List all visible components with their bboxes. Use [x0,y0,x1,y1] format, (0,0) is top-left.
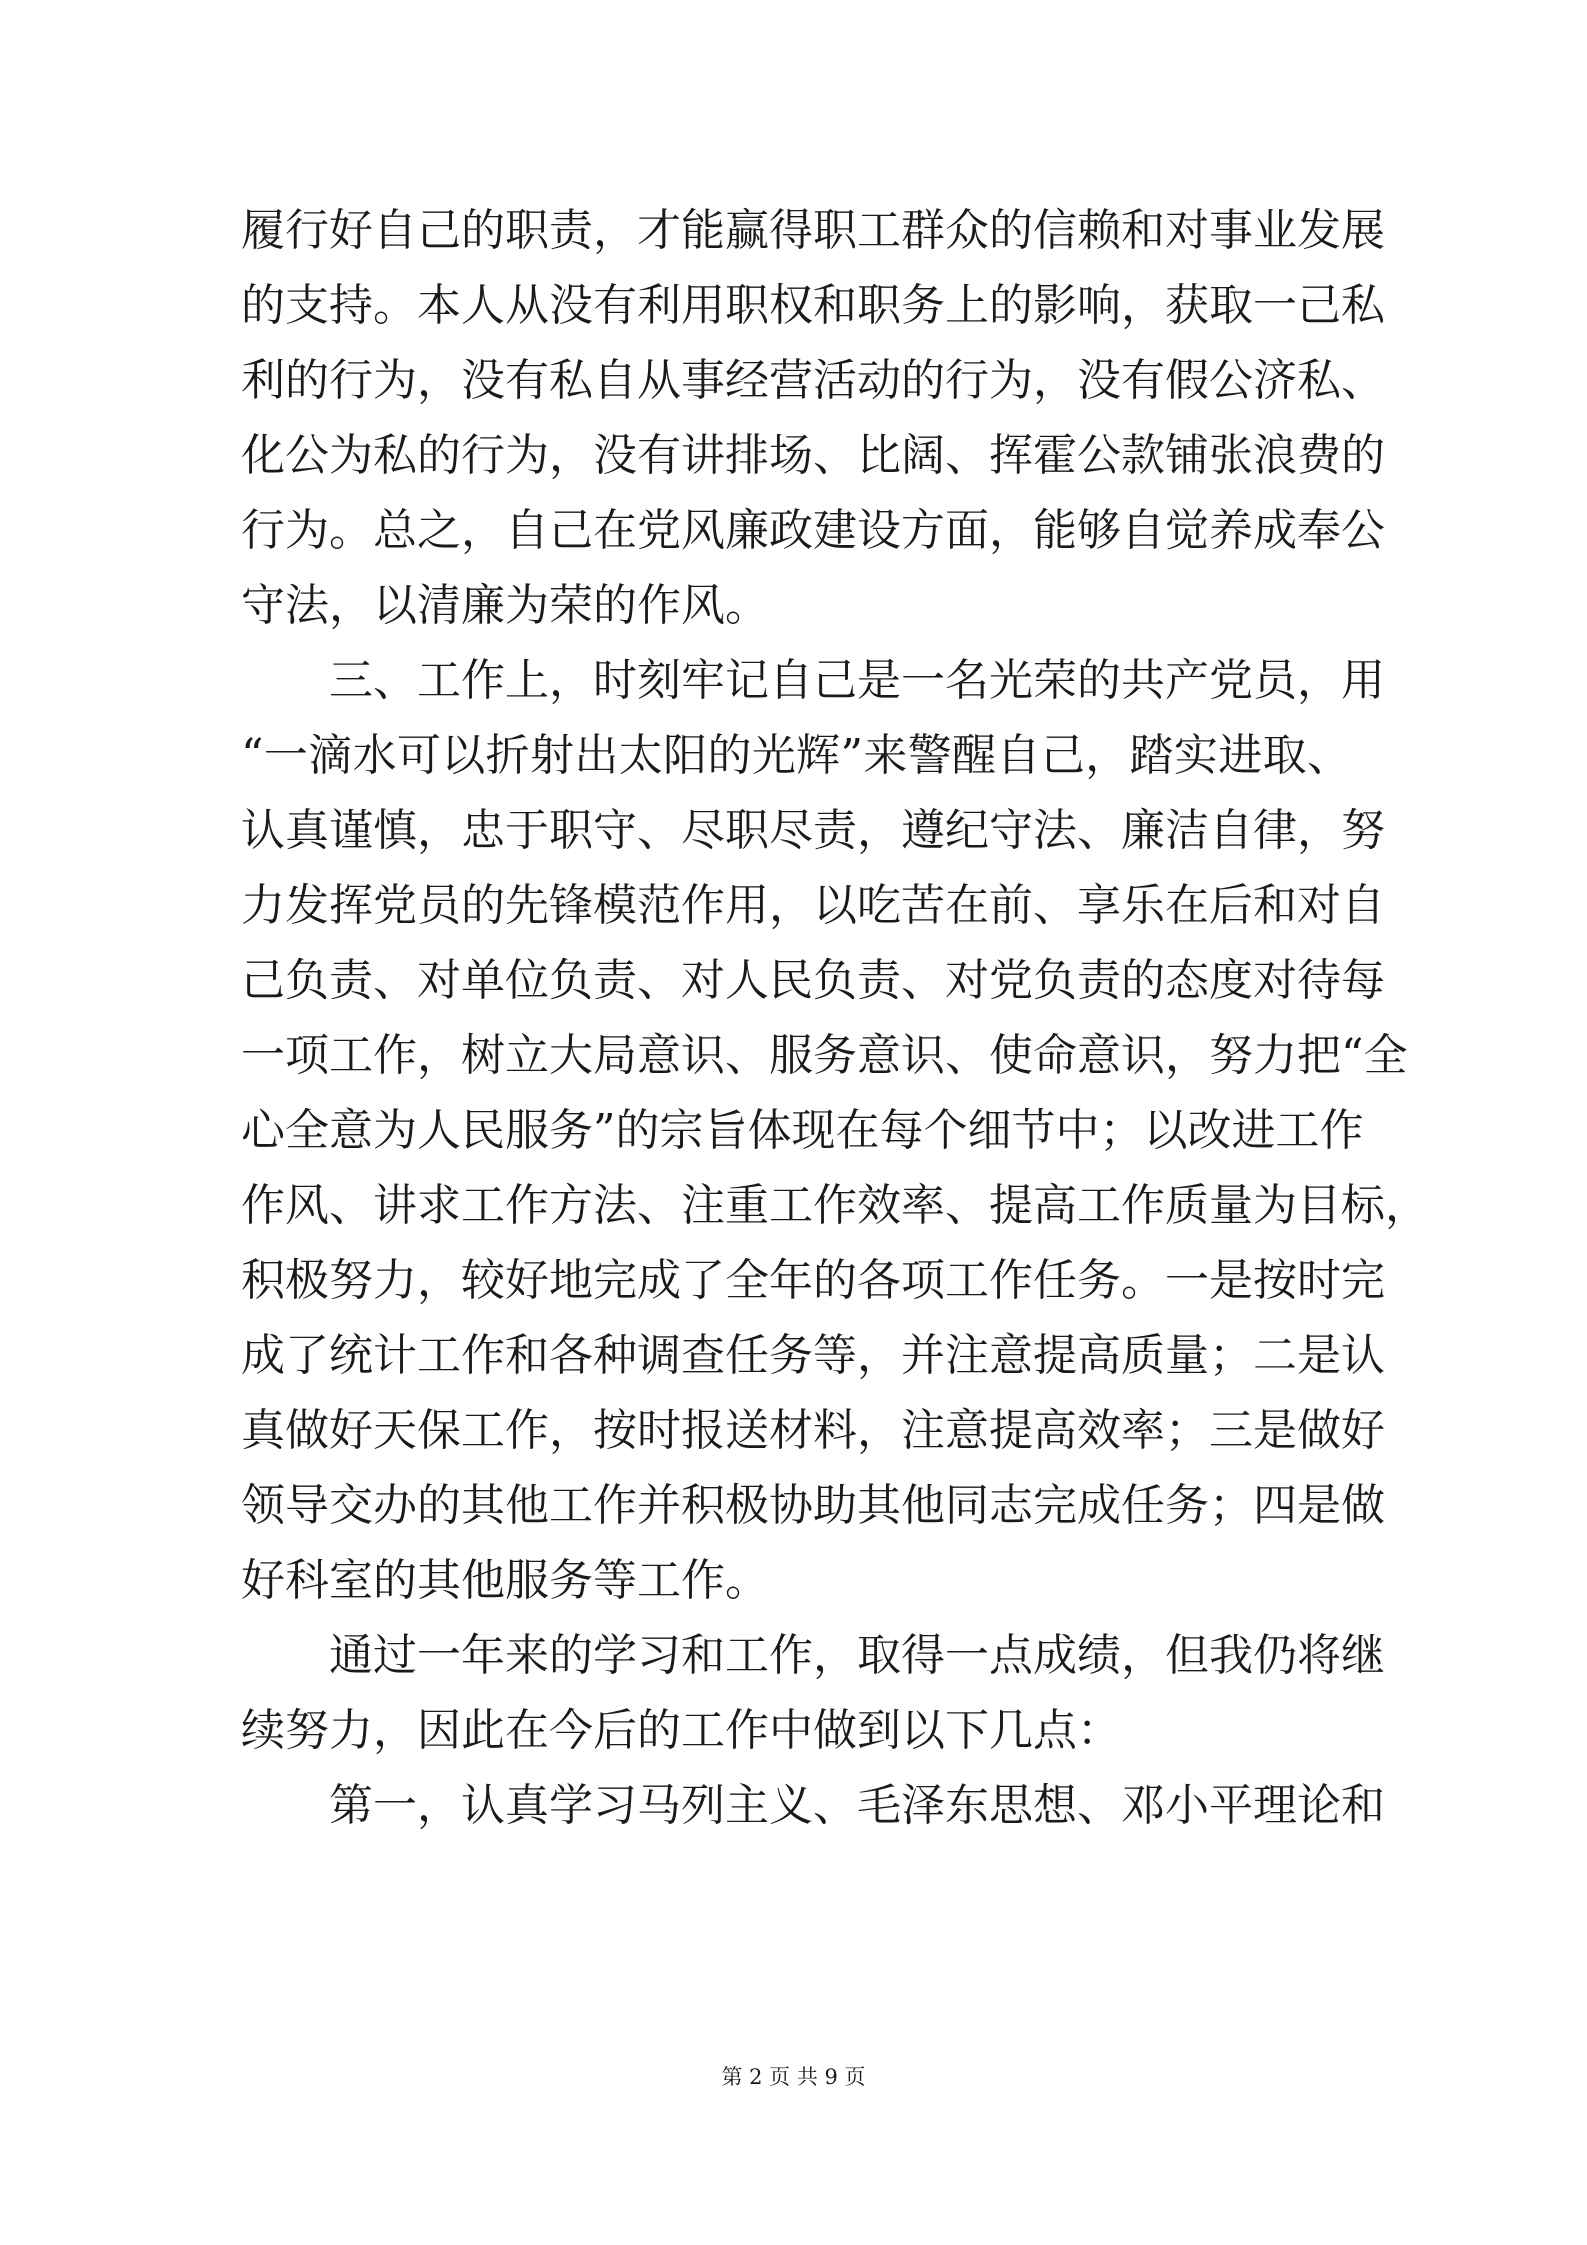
text-line: 第一，认真学习马列主义、毛泽东思想、邓小平理论和 [241,1780,1385,1831]
text-line: 履行好自己的职责，才能赢得职工群众的信赖和对事业发展 [241,205,1385,256]
text-line: 守法，以清廉为荣的作风。 [241,580,769,631]
text-line: 心全意为人民服务”的宗旨体现在每个细节中；以改进工作 [241,1105,1364,1156]
text-line: 成了统计工作和各种调查任务等，并注意提高质量；二是认 [241,1330,1385,1381]
text-line: 积极努力，较好地完成了全年的各项工作任务。一是按时完 [241,1255,1385,1306]
text-line: 行为。总之，自己在党风廉政建设方面，能够自觉养成奉公 [241,505,1385,556]
text-line: “一滴水可以折射出太阳的光辉”来警醒自己，踏实进取、 [241,730,1351,781]
page-number-footer: 第 2 页 共 9 页 [721,2065,866,2089]
text-line: 一项工作，树立大局意识、服务意识、使命意识，努力把“全 [241,1030,1408,1081]
text-line: 通过一年来的学习和工作，取得一点成绩，但我仍将继 [241,1630,1385,1681]
text-line: 好科室的其他服务等工作。 [241,1555,769,1606]
text-line: 作风、讲求工作方法、注重工作效率、提高工作质量为目标， [241,1180,1429,1231]
body-text [241,193,1429,1843]
text-line: 续努力，因此在今后的工作中做到以下几点： [241,1705,1121,1756]
text-line: 三、工作上，时刻牢记自己是一名光荣的共产党员，用 [241,655,1385,706]
text-line: 化公为私的行为，没有讲排场、比阔、挥霍公款铺张浪费的 [241,430,1385,481]
text-line: 利的行为，没有私自从事经营活动的行为，没有假公济私、 [241,355,1385,406]
text-line: 的支持。本人从没有利用职权和职务上的影响，获取一己私 [241,280,1385,331]
text-line: 领导交办的其他工作并积极协助其他同志完成任务；四是做 [241,1480,1385,1531]
text-line: 认真谨慎，忠于职守、尽职尽责，遵纪守法、廉洁自律，努 [241,805,1385,856]
text-line: 己负责、对单位负责、对人民负责、对党负责的态度对待每 [241,955,1385,1006]
text-line: 真做好天保工作，按时报送材料，注意提高效率；三是做好 [241,1405,1385,1456]
text-line: 力发挥党员的先锋模范作用，以吃苦在前、享乐在后和对自 [241,880,1385,931]
